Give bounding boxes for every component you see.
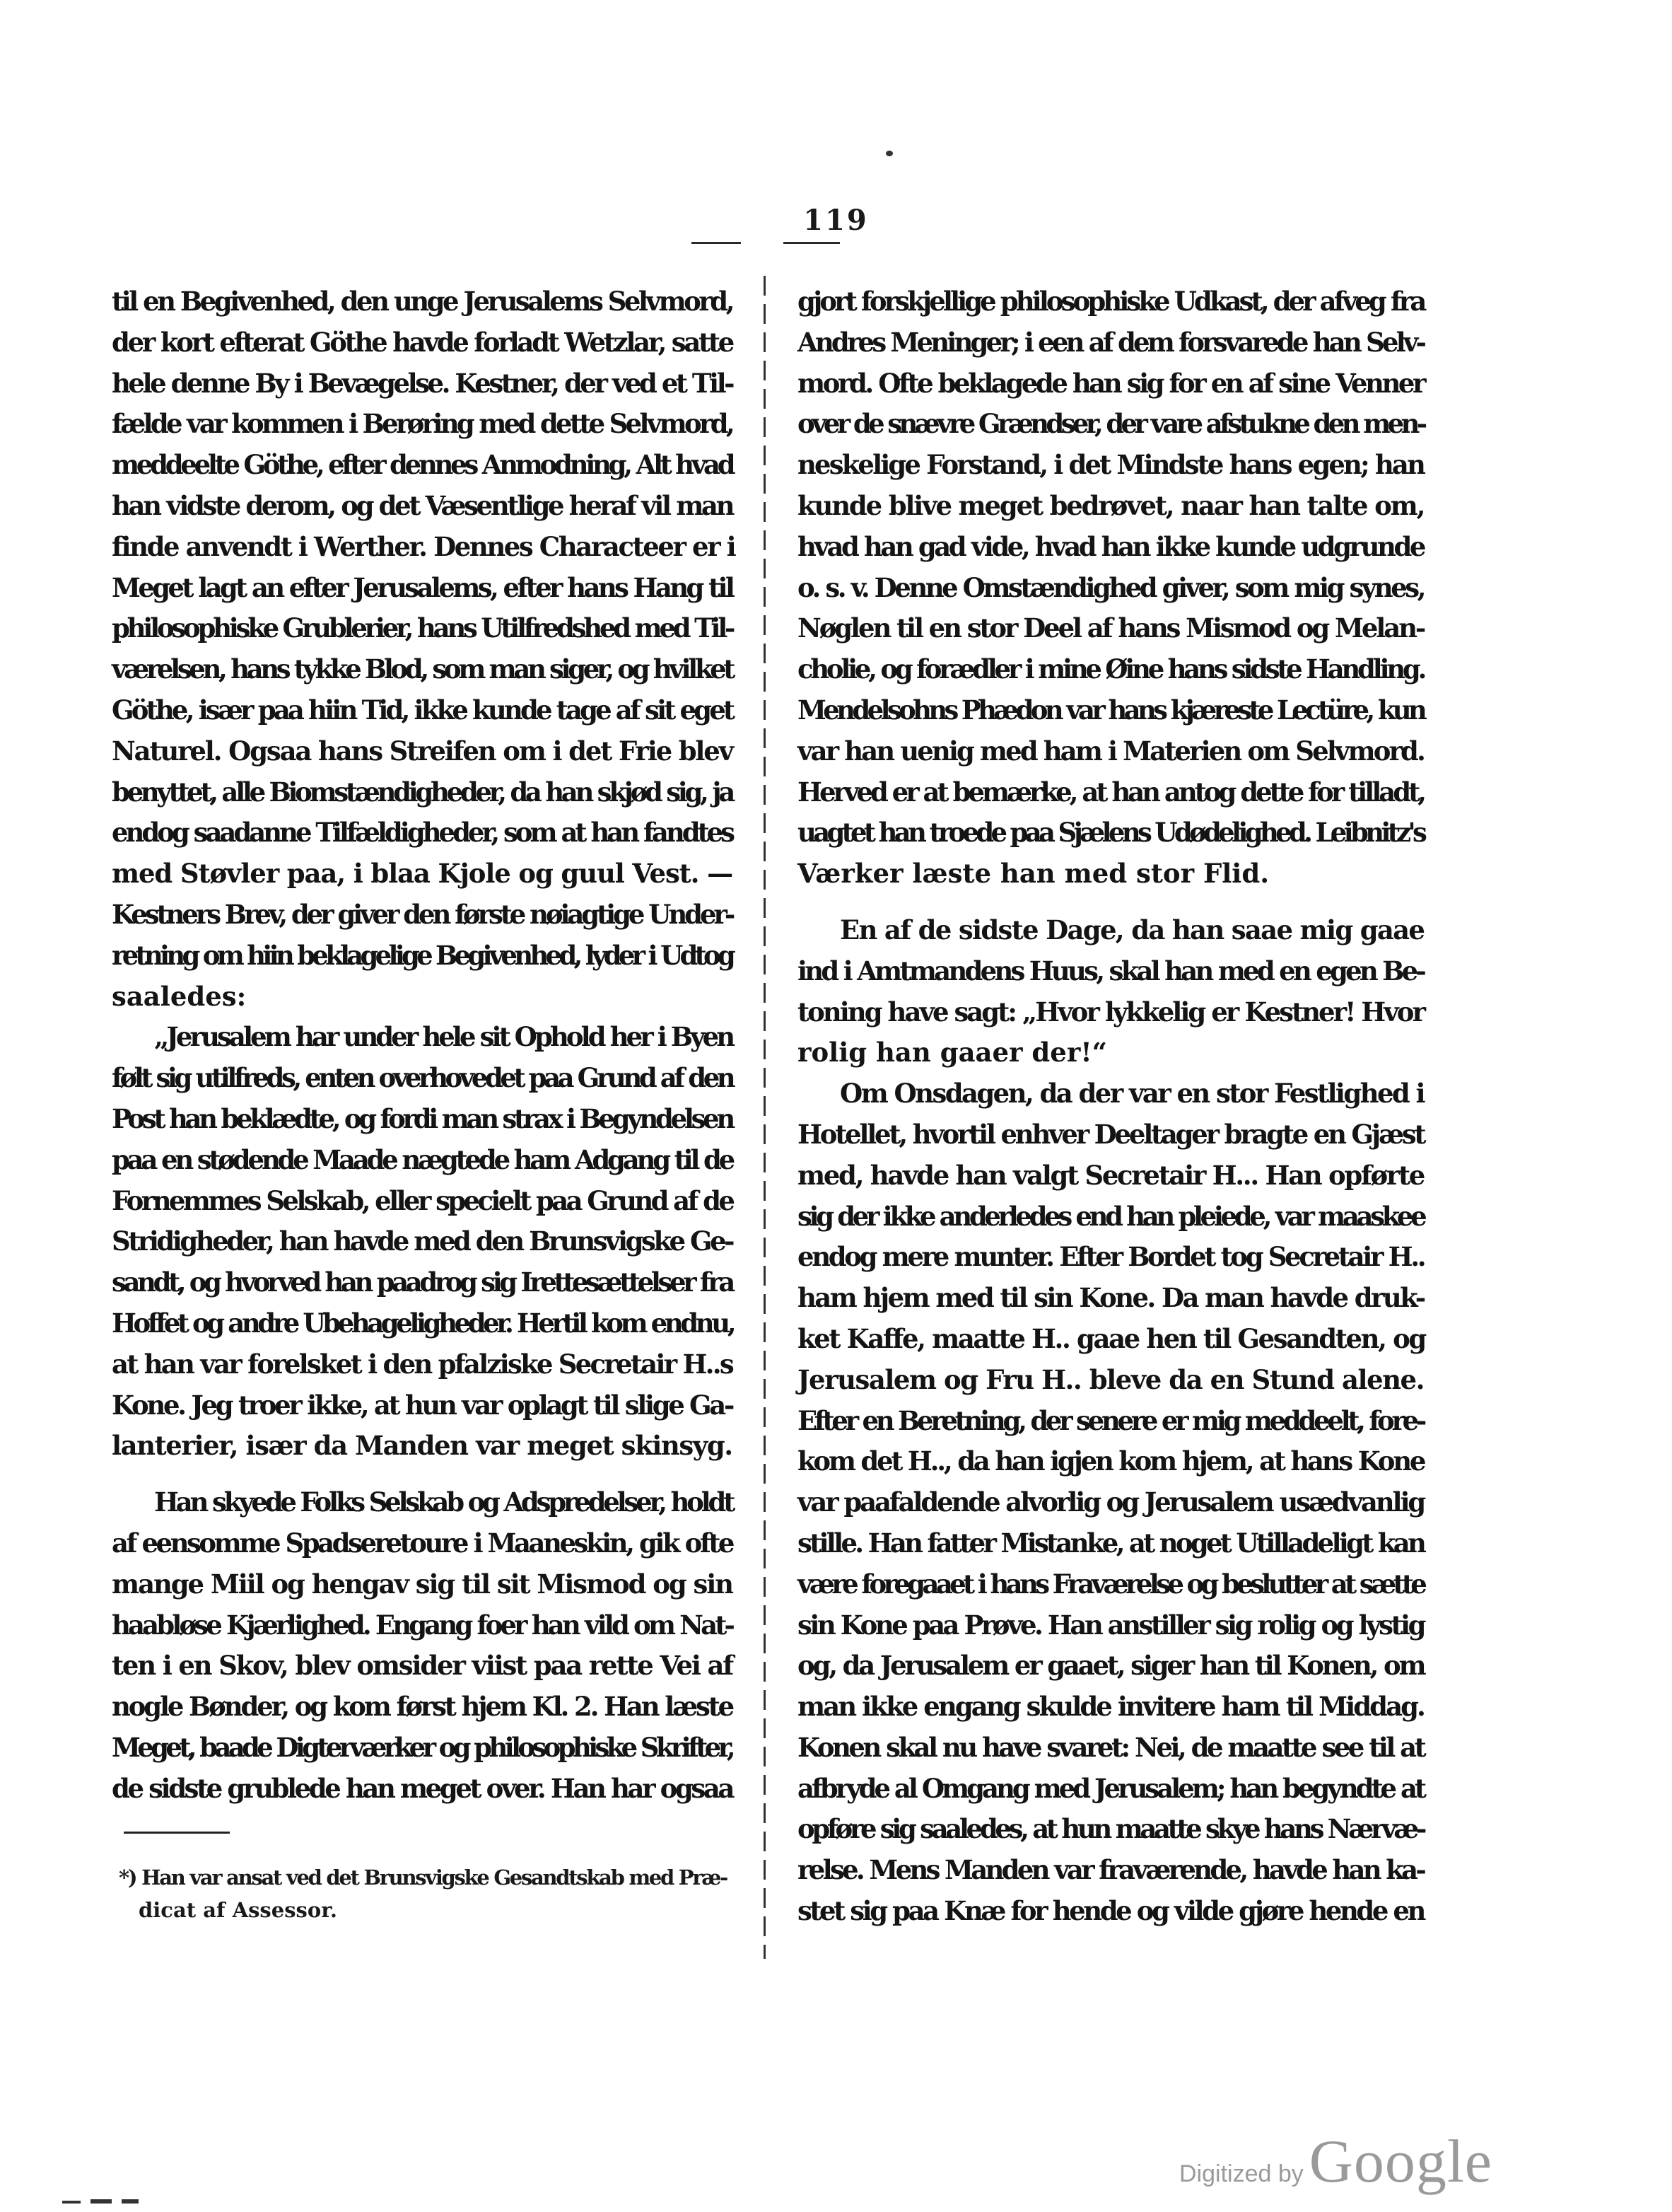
text-line: ten i en Skov, blev omsider viist paa rette Vei af xyxy=(112,1650,732,1682)
text-line: ham hjem med til sin Kone. Da man havde druk- xyxy=(797,1282,1425,1314)
scan-mark xyxy=(90,2199,112,2204)
text-line: Konen skal nu have svaret: Nei, de maatte see til at xyxy=(797,1731,1425,1763)
right-column xyxy=(797,281,1424,1932)
watermark-prefix: Digitized by xyxy=(1179,2160,1304,2187)
text-line: benyttet, alle Biomstændigheder, da han skjød sig, ja xyxy=(112,776,732,808)
text-line: sandt, og hvorved han paadrog sig Irettesættelser fra xyxy=(112,1267,733,1298)
text-line: kunde blive meget bedrøvet, naar han talte om, xyxy=(797,489,1425,521)
text-line: haabløse Kjærlighed. Engang foer han vild om Nat- xyxy=(112,1609,732,1641)
text-line: Post han beklædte, og fordi man strax i Begyndelsen xyxy=(112,1102,732,1134)
paragraph-gap xyxy=(797,895,1424,910)
text-line: o. s. v. Denne Omstændighed giver, som mig synes, xyxy=(797,571,1424,603)
text-line: nogle Bønder, og kom først hjem Kl. 2. Han læste xyxy=(112,1691,733,1723)
footnote-rule xyxy=(124,1832,230,1834)
paragraph-gap xyxy=(112,1467,732,1482)
text-line: ind i Amtmandens Huus, skal han med en egen Be- xyxy=(797,955,1424,986)
text-line: relse. Mens Manden var fraværende, havde han ka- xyxy=(797,1854,1424,1886)
google-watermark xyxy=(1179,2126,1492,2195)
text-line: neskelige Forstand, i det Mindste hans egen; han xyxy=(797,449,1424,481)
text-line: med Støvler paa, i blaa Kjole og guul Vest. — xyxy=(112,858,732,890)
text-line: mord. Ofte beklagede han sig for en af sine Venner xyxy=(797,367,1424,399)
text-line: meddeelte Göthe, efter dennes Anmodning, Alt hvad xyxy=(112,449,733,481)
text-line: var han uenig med ham i Materien om Selvmord. xyxy=(797,735,1424,767)
text-line: Hotellet, hvortil enhver Deeltager bragte en Gjæst xyxy=(797,1118,1425,1150)
column-divider xyxy=(764,276,766,1959)
text-line: Han skyede Folks Selskab og Adspredelser, holdt xyxy=(154,1486,733,1518)
text-line: var paafaldende alvorlig og Jerusalem usædvanlig xyxy=(797,1486,1425,1518)
text-line: opføre sig saaledes, at hun maatte skye hans Nærvæ- xyxy=(797,1813,1424,1845)
text-line: af eensomme Spadseretoure i Maaneskin, gik ofte xyxy=(112,1527,732,1559)
text-line: sig der ikke anderledes end han pleiede, var maaskee xyxy=(797,1200,1425,1232)
text-line: Kestners Brev, der giver den første nøiagtige Under- xyxy=(112,898,733,930)
text-line: over de snævre Grændser, der vare afstukne den men- xyxy=(797,408,1425,440)
page-number: 119 xyxy=(803,204,869,237)
text-line: med, havde han valgt Secretair H... Han opførte xyxy=(797,1159,1424,1191)
header-rule-right xyxy=(783,242,840,244)
text-line: Hoffet og andre Ubehageligheder. Hertil kom endnu, xyxy=(112,1307,734,1339)
text-line: Naturel. Ogsaa hans Streifen om i det Frie blev xyxy=(112,735,732,767)
text-line: Nøglen til en stor Deel af hans Mismod og Melan- xyxy=(797,612,1425,644)
text-line: philosophiske Grublerier, hans Utilfredshed med Til- xyxy=(112,612,733,644)
text-line: man ikke engang skulde invitere ham til Middag. xyxy=(797,1691,1424,1723)
text-line: Meget lagt an efter Jerusalems, efter hans Hang til xyxy=(112,571,733,603)
text-line: Stridigheder, han havde med den Brunsvigske Ge- xyxy=(112,1226,732,1257)
text-line: til en Begivenhed, den unge Jerusalems Selvmord, xyxy=(112,286,733,317)
ink-speck xyxy=(886,151,893,156)
text-line: de sidste grublede han meget over. Han har ogsaa xyxy=(112,1772,733,1804)
text-line: at han var forelsket i den pfalziske Secretair H..s xyxy=(112,1348,732,1380)
text-line: En af de sidste Dage, da han saae mig gaae xyxy=(840,914,1425,945)
text-line: rolig han gaaer der!“ xyxy=(797,1037,1107,1069)
text-line: afbryde al Omgang med Jerusalem; han begyndte at xyxy=(797,1772,1424,1804)
text-line: kom det H.., da han igjen kom hjem, at hans Kone xyxy=(797,1445,1425,1477)
text-line: toning have sagt: „Hvor lykkelig er Kestner! Hvor xyxy=(797,996,1424,1028)
text-line: Göthe, især paa hiin Tid, ikke kunde tage af sit eget xyxy=(112,694,733,726)
text-line: Mendelsohns Phædon var hans kjæreste Lectüre, kun xyxy=(797,694,1425,726)
scan-mark xyxy=(122,2199,139,2204)
text-line: Fornemmes Selskab, eller specielt paa Grund af de xyxy=(112,1184,733,1216)
header-rule-left xyxy=(691,242,741,244)
text-line: ket Kaffe, maatte H.. gaae hen til Gesandten, og xyxy=(797,1322,1425,1354)
text-line: og, da Jerusalem er gaaet, siger han til Konen, om xyxy=(797,1650,1425,1682)
scan-mark xyxy=(62,2201,81,2204)
text-line: uagtet han troede paa Sjælens Udødelighed. Leibnitz's xyxy=(797,817,1425,849)
text-line: mange Miil og hengav sig til sit Mismod og sin xyxy=(112,1568,732,1600)
text-line: Meget, baade Digterværker og philosophiske Skrifter, xyxy=(112,1731,732,1763)
text-line: Herved er at bemærke, at han antog dette for tilladt, xyxy=(797,776,1424,808)
text-line: Jerusalem og Fru H.. bleve da en Stund alene. xyxy=(797,1363,1424,1395)
footnote xyxy=(119,1861,727,1926)
text-line: Kone. Jeg troer ikke, at hun var oplagt til slige Ga- xyxy=(112,1389,732,1421)
google-logo: Google xyxy=(1309,2127,1492,2195)
text-line: han vidste derom, og det Væsentlige heraf vil man xyxy=(112,489,733,521)
text-line: gjort forskjellige philosophiske Udkast, der afveg fra xyxy=(797,286,1425,317)
text-line: værelsen, hans tykke Blod, som man siger, og hvilket xyxy=(112,653,732,685)
text-line: stille. Han fatter Mistanke, at noget Utilladeligt kan xyxy=(797,1527,1425,1559)
text-line: endog mere munter. Efter Bordet tog Secretair H.. xyxy=(797,1241,1425,1273)
text-line: Værker læste han med stor Flid. xyxy=(797,858,1270,890)
text-line: stet sig paa Knæ for hende og vilde gjøre hende en xyxy=(797,1895,1424,1927)
text-line: fælde var kommen i Berøring med dette Selvmord, xyxy=(112,408,732,440)
text-line: lanterier, især da Manden var meget skinsyg. xyxy=(112,1430,732,1462)
text-line: sin Kone paa Prøve. Han anstiller sig rolig og lystig xyxy=(797,1609,1424,1641)
text-line: finde anvendt i Werther. Dennes Characteer er i xyxy=(112,530,735,562)
footnote-line: dicat af Assessor. xyxy=(139,1898,337,1922)
text-line: være foregaaet i hans Fraværelse og beslutter at sætte xyxy=(797,1568,1425,1600)
text-line: følt sig utilfreds, enten overhovedet paa Grund af den xyxy=(112,1062,733,1094)
text-line: Om Onsdagen, da der var en stor Festlighed i xyxy=(840,1078,1424,1110)
text-line: cholie, og forædler i mine Øine hans sidste Handling. xyxy=(797,653,1425,685)
text-line: der kort efterat Göthe havde forladt Wetzlar, satte xyxy=(112,326,732,358)
text-line: Andres Meninger; i een af dem forsvarede han Selv- xyxy=(797,326,1424,358)
text-line: retning om hiin beklagelige Begivenhed, lyder i Udtog xyxy=(112,939,732,971)
text-line: saaledes: xyxy=(112,980,247,1012)
footnote-line: *) Han var ansat ved det Brunsvigske Gesandtskab med Præ- xyxy=(119,1865,727,1890)
left-column xyxy=(112,281,735,1809)
text-line: hele denne By i Bevægelse. Kestner, der ved et Til- xyxy=(112,367,733,399)
text-line: endog saadanne Tilfældigheder, som at han fandtes xyxy=(112,817,732,849)
text-line: „Jerusalem har under hele sit Ophold her i Byen xyxy=(154,1021,733,1053)
text-line: paa en stødende Maade nægtede ham Adgang til de xyxy=(112,1143,732,1175)
text-line: hvad han gad vide, hvad han ikke kunde udgrunde xyxy=(797,530,1424,562)
text-line: Efter en Beretning, der senere er mig meddeelt, fore- xyxy=(797,1404,1424,1436)
